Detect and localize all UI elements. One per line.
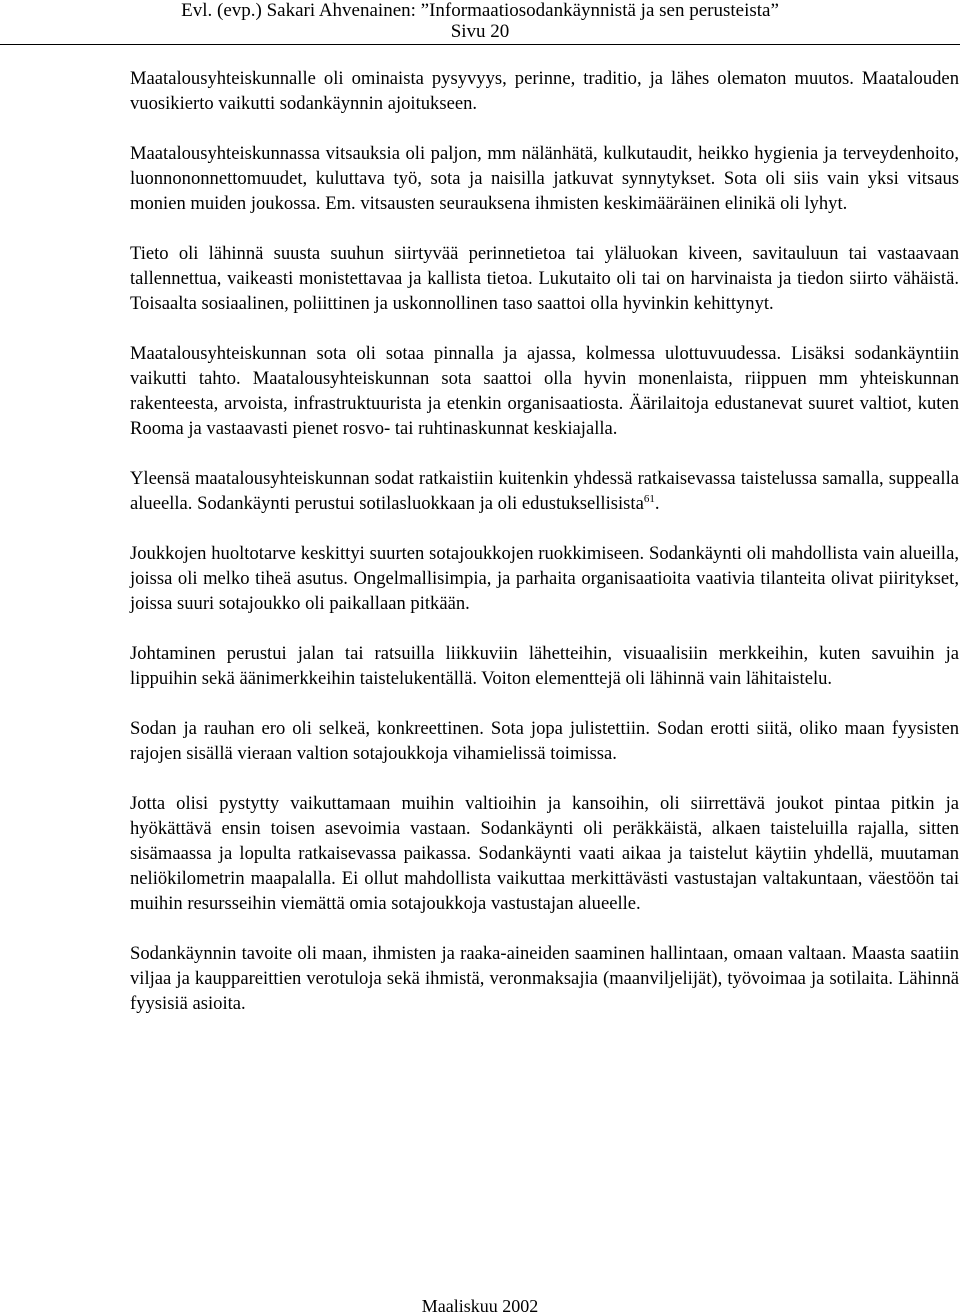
document-title: Evl. (evp.) Sakari Ahvenainen: ”Informaatiosodankäynnistä ja sen perusteista” <box>181 0 779 21</box>
page-number: Sivu 20 <box>450 21 510 42</box>
paragraph: Tieto oli lähinnä suusta suuhun siirtyvää perinnetietoa tai yläluokan kiveen, savitauluun tai vastaavaan tallennettua, vaikeasti monistettavaa ja kallista tietoa. Lukutaito oli tai on harvinaista ja tiedon siirto vähäistä. Toisaalta sosiaalinen, poliittinen ja uskonnollinen taso saattoi olla hyvinkin kehittynyt. <box>130 243 959 314</box>
page-footer <box>0 1296 960 1316</box>
header-divider <box>0 44 960 45</box>
paragraph: Johtaminen perustui jalan tai ratsuilla liikkuviin lähetteihin, visuaalisiin merkkeihin, kuten savuihin ja lippuihin sekä äänimerkkeihin taistelukentällä. Voiton elementtejä oli lähinnä vain lähitaistelu. <box>130 643 959 689</box>
paragraph-end: . <box>654 493 660 514</box>
paragraph: Maatalousyhteiskunnassa vitsauksia oli paljon, mm nälänhätä, kulkutaudit, heikko hygienia ja terveydenhoito, luonnononnettomuudet, kuluttava työ, sota ja naisilla jatkuvat synnytykset. Sota oli siis vain yksi vitsaus monien muiden joukossa. Em. vitsausten seurauksena ihmisten keskimääräinen elinikä oli lyhyt. <box>130 143 959 214</box>
paragraph: Joukkojen huoltotarve keskittyi suurten sotajoukkojen ruokkimiseen. Sodankäynti oli mahdollista vain alueilla, joissa oli melko tiheä asutus. Ongelmallisimpia, ja parhaita organisaatioita vaativia tilanteita olivat piiritykset, joissa suuri sotajoukko oli paikallaan pitkään. <box>130 543 959 614</box>
paragraph: Sodankäynnin tavoite oli maan, ihmisten ja raaka-aineiden saaminen hallintaan, omaan valtaan. Maasta saatiin viljaa ja kauppareittien verotuloja sekä ihmistä, veronmaksajia (maanviljelijät), työvoimaa ja sotilaita. Lähinnä fyysisiä asioita. <box>130 943 959 1014</box>
paragraph: Maatalousyhteiskunnalle oli ominaista pysyvyys, perinne, traditio, ja lähes olematon muutos. Maatalouden vuosikierto vaikutti sodankäynnin ajoitukseen. <box>130 68 959 114</box>
paragraph: Maatalousyhteiskunnan sota oli sotaa pinnalla ja ajassa, kolmessa ulottuvuudessa. Lisäksi sodankäyntiin vaikutti tahto. Maatalousyhteiskunnan sota saattoi olla hyvin monenlaista, riippuen mm yhteiskunnan rakenteesta, arvoista, infrastruktuurista ja etenkin organisaatiosta. Äärilaitoja edustanevat suuret valtiot, kuten Rooma ja vastaavasti pienet rosvo- tai ruhtinaskunnat keskiajalla. <box>130 343 959 439</box>
paragraph-text: Yleensä maatalousyhteiskunnan sodat ratkaistiin kuitenkin yhdessä ratkaisevassa taistelussa samalla, suppealla alueella. Sodankäynti perustui sotilasluokkaan ja oli edustuksellisista <box>130 468 959 514</box>
paragraph <box>130 466 959 516</box>
body-text <box>130 66 959 1041</box>
footnote-reference: 61 <box>643 492 655 505</box>
paragraph: Jotta olisi pystytty vaikuttamaan muihin valtioihin ja kansoihin, oli siirrettävä joukot pintaa pitkin ja hyökättävä ensin toisen asevoimia vastaan. Sodankäynti oli peräkkäistä, alkaen taisteluilla rajalla, sitten sisämaassa ja lopulta ratkaisevassa paikassa. Sodankäynti vaati aikaa ja taistelut käytiin yhdellä, muutaman neliökilometrin maapalalla. Ei ollut mahdollista vaikuttaa merkittävästi vastustajan valtakuntaan, väestöön tai muihin resursseihin viemättä omia sotajoukkoja vastustajan alueelle. <box>130 793 959 914</box>
page-header <box>0 0 960 44</box>
paragraph: Sodan ja rauhan ero oli selkeä, konkreettinen. Sota jopa julistettiin. Sodan erotti siitä, oliko maan fyysisten rajojen sisällä vieraan valtion sotajoukkoja vihamielissä toimissa. <box>130 718 959 764</box>
footer-date: Maaliskuu 2002 <box>421 1296 539 1316</box>
